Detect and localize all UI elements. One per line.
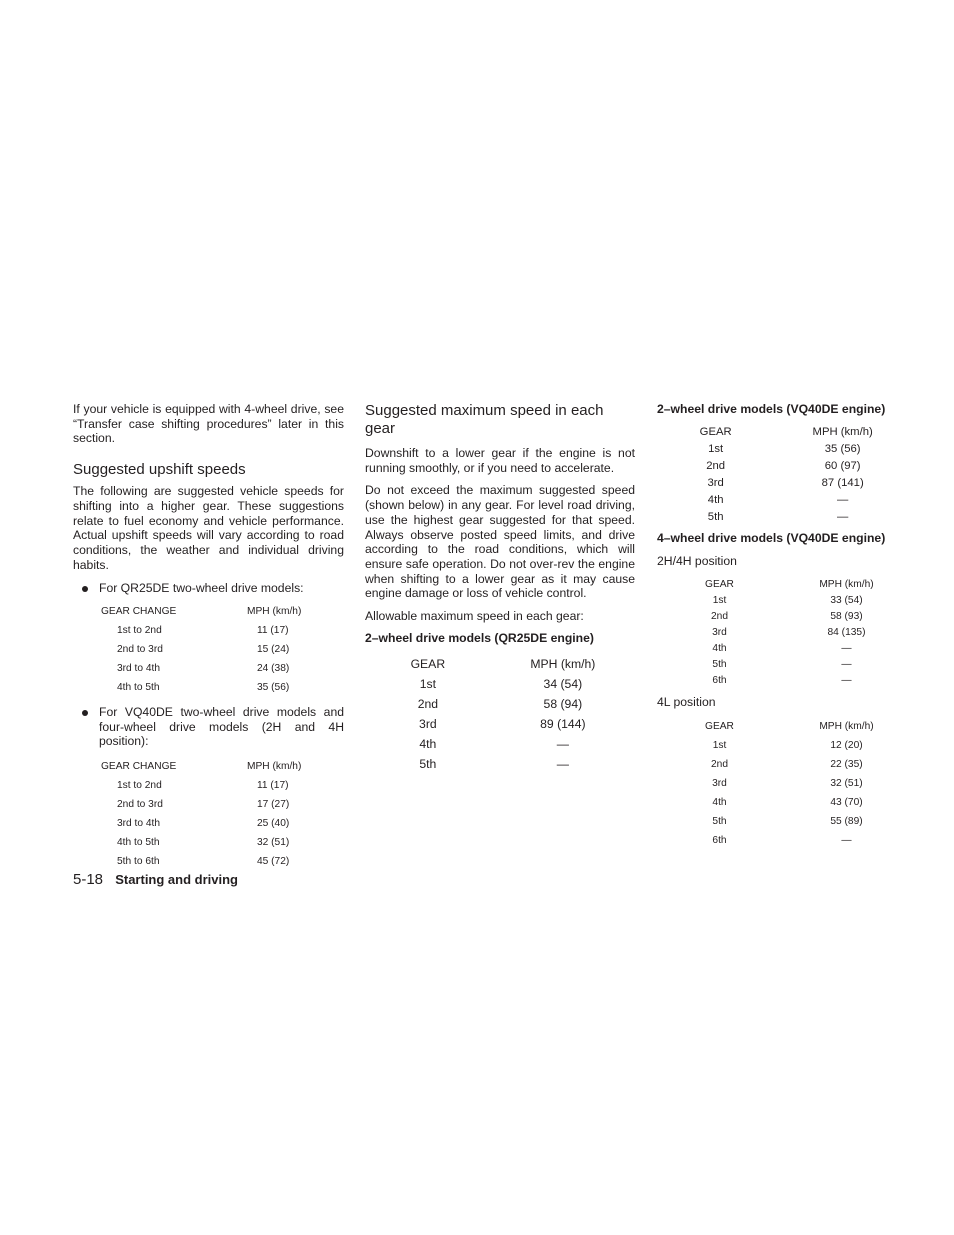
table-row — [657, 440, 911, 457]
header-cell: MPH (km/h) — [819, 578, 874, 590]
speed-cell: 22 (35) — [830, 759, 863, 770]
table-row — [657, 491, 911, 508]
speed-cell: — — [837, 510, 849, 523]
column-left — [73, 402, 344, 871]
table-row — [657, 736, 911, 755]
bullet-vq40de — [73, 705, 344, 749]
gear-cell: 3rd — [712, 626, 727, 638]
position-4l-label: 4L position — [657, 695, 716, 709]
gear-cell: 3rd — [419, 716, 437, 731]
speed-cell: 24 (38) — [257, 663, 290, 675]
table-row — [365, 674, 635, 694]
gear-cell: 2nd — [417, 696, 439, 711]
speed-cell: 15 (24) — [257, 644, 290, 656]
bullet-icon — [82, 586, 88, 592]
gear-cell: 2nd — [706, 459, 726, 472]
header-cell: MPH (km/h) — [530, 656, 596, 671]
max-speed-table-qr25de — [365, 654, 635, 774]
speed-cell: 87 (141) — [821, 476, 864, 489]
qr25de-subheading: 2–wheel drive models (QR25DE engine) — [365, 630, 594, 645]
table-row — [101, 852, 301, 871]
gear-cell: 4th to 5th — [117, 682, 160, 694]
gear-cell: 2nd to 3rd — [117, 644, 163, 656]
table-header-row — [657, 423, 911, 440]
bullet-icon — [82, 710, 88, 716]
table-header-row — [365, 654, 635, 674]
header-cell: GEAR CHANGE — [101, 605, 177, 617]
gear-cell: 3rd to 4th — [117, 818, 161, 830]
header-cell: MPH (km/h) — [819, 721, 874, 732]
table-row — [657, 672, 911, 688]
table-row — [101, 814, 301, 833]
speed-cell: 35 (56) — [257, 682, 290, 694]
speed-cell: — — [556, 736, 569, 751]
speed-cell: 11 (17) — [257, 625, 289, 637]
page-footer — [73, 871, 238, 888]
gear-cell: 1st to 2nd — [117, 780, 162, 792]
upshift-body: The following are suggested vehicle speeds for shifting into a higher gear. These suggestions relate to fuel economy and vehicle performance. Actual upshift speeds will vary according to road conditions, the weather and individual driving habits. — [73, 484, 344, 572]
speed-cell: 58 (94) — [543, 696, 583, 711]
section-title: Starting and driving — [115, 872, 238, 887]
speed-cell: — — [841, 674, 852, 686]
table-row — [657, 831, 911, 850]
table-row — [365, 754, 635, 774]
speed-cell: 45 (72) — [257, 856, 290, 868]
table-row — [657, 755, 911, 774]
page-number: 5-18 — [73, 871, 104, 888]
speed-cell: — — [841, 835, 852, 846]
max-speed-table-vq40de-2wd — [657, 423, 911, 525]
speed-cell: 32 (51) — [257, 837, 290, 849]
header-cell: GEAR — [699, 425, 732, 438]
header-cell: MPH (km/h) — [247, 761, 302, 773]
table-row — [101, 621, 301, 640]
gear-cell: 1st — [419, 676, 436, 691]
gear-cell: 5th — [712, 658, 727, 670]
upshift-table-vq40de — [101, 757, 301, 871]
gear-cell: 4th — [712, 797, 727, 808]
bullet-text: For VQ40DE two-wheel drive models and four-wheel drive models (2H and 4H position): — [99, 705, 344, 749]
speed-cell: 58 (93) — [830, 610, 863, 622]
speed-cell: 32 (51) — [830, 778, 863, 789]
max-speed-paragraph: Do not exceed the maximum suggested speed (shown below) in any gear. For level road driving, use the highest gear suggested for that speed. Always observe posted speed limits, and drive according to the road conditions, which will ensure safe operation. Do not over-rev the engine when shifting to a lower gear as it may cause engine damage or loss of vehicle control. — [365, 483, 635, 601]
speed-cell: 11 (17) — [257, 780, 289, 792]
upshift-heading: Suggested upshift speeds — [73, 461, 246, 479]
header-cell: GEAR — [410, 656, 446, 671]
header-cell: GEAR — [705, 721, 734, 732]
table-row — [101, 678, 301, 697]
speed-cell: 84 (135) — [827, 626, 866, 638]
table-row — [657, 508, 911, 525]
gear-cell: 1st — [712, 740, 727, 751]
downshift-paragraph: Downshift to a lower gear if the engine is not running smoothly, or if you need to accelerate. — [365, 446, 635, 475]
speed-cell: 25 (40) — [257, 818, 290, 830]
table-row — [657, 774, 911, 793]
table-row — [365, 714, 635, 734]
speed-cell: 55 (89) — [830, 816, 863, 827]
table-row — [101, 833, 301, 852]
gear-cell: 3rd — [707, 476, 724, 489]
header-cell: MPH (km/h) — [247, 605, 302, 617]
speed-cell: — — [841, 642, 852, 654]
table-row — [657, 608, 911, 624]
gear-cell: 1st to 2nd — [117, 625, 162, 637]
column-middle — [365, 402, 635, 774]
gear-cell: 6th — [712, 674, 727, 686]
speed-cell: — — [556, 756, 569, 771]
table-row — [657, 640, 911, 656]
gear-cell: 4th to 5th — [117, 837, 160, 849]
table-row — [657, 592, 911, 608]
gear-cell: 4th — [712, 642, 727, 654]
table-row — [657, 793, 911, 812]
max-speed-table-4l — [657, 717, 911, 850]
header-cell: GEAR CHANGE — [101, 761, 177, 773]
speed-cell: 35 (56) — [824, 442, 861, 455]
table-row — [365, 694, 635, 714]
table-header-row — [101, 601, 301, 621]
gear-cell: 6th — [712, 835, 727, 846]
speed-cell: 34 (54) — [543, 676, 583, 691]
table-header-row — [657, 717, 911, 736]
gear-cell: 3rd to 4th — [117, 663, 161, 675]
table-row — [657, 474, 911, 491]
bullet-qr25de — [73, 581, 344, 596]
table-row — [101, 659, 301, 678]
bullet-text: For QR25DE two-wheel drive models: — [99, 581, 304, 596]
speed-cell: 60 (97) — [824, 459, 861, 472]
max-speed-table-2h4h — [657, 576, 911, 688]
gear-cell: 2nd — [710, 610, 728, 622]
gear-cell: 5th — [419, 756, 437, 771]
gear-cell: 1st — [708, 442, 724, 455]
table-row — [657, 656, 911, 672]
gear-cell: 5th — [712, 816, 727, 827]
position-2h4h-label: 2H/4H position — [657, 554, 737, 568]
max-speed-heading: Suggested maximum speed in each gear — [365, 402, 604, 437]
header-cell: GEAR — [705, 578, 734, 590]
table-row — [101, 776, 301, 795]
speed-cell: 12 (20) — [830, 740, 863, 751]
column-right — [657, 402, 911, 850]
table-row — [365, 734, 635, 754]
gear-cell: 3rd — [712, 778, 727, 789]
upshift-table-qr25de — [101, 601, 301, 697]
table-row — [657, 457, 911, 474]
speed-cell: 43 (70) — [830, 797, 863, 808]
table-row — [101, 640, 301, 659]
table-header-row — [657, 576, 911, 592]
gear-cell: 4th — [707, 493, 724, 506]
header-cell: MPH (km/h) — [812, 425, 873, 438]
speed-cell: 17 (27) — [257, 799, 290, 811]
table-header-row — [101, 757, 301, 776]
speed-cell: — — [837, 493, 849, 506]
gear-cell: 5th — [707, 510, 724, 523]
table-row — [657, 812, 911, 831]
gear-cell: 1st — [712, 594, 727, 606]
vq40de-4wd-subheading: 4–wheel drive models (VQ40DE engine) — [657, 531, 886, 545]
speed-cell: — — [841, 658, 852, 670]
speed-cell: 33 (54) — [830, 594, 863, 606]
gear-cell: 5th to 6th — [117, 856, 160, 868]
gear-cell: 4th — [419, 736, 437, 751]
intro-paragraph: If your vehicle is equipped with 4-wheel drive, see “Transfer case shifting procedures” later in this section. — [73, 402, 344, 446]
gear-cell: 2nd — [710, 759, 728, 770]
speed-cell: 89 (144) — [540, 716, 586, 731]
gear-cell: 2nd to 3rd — [117, 799, 163, 811]
allowable-speed-label: Allowable maximum speed in each gear: — [365, 609, 584, 624]
vq40de-2wd-subheading: 2–wheel drive models (VQ40DE engine) — [657, 402, 886, 416]
table-row — [101, 795, 301, 814]
table-row — [657, 624, 911, 640]
